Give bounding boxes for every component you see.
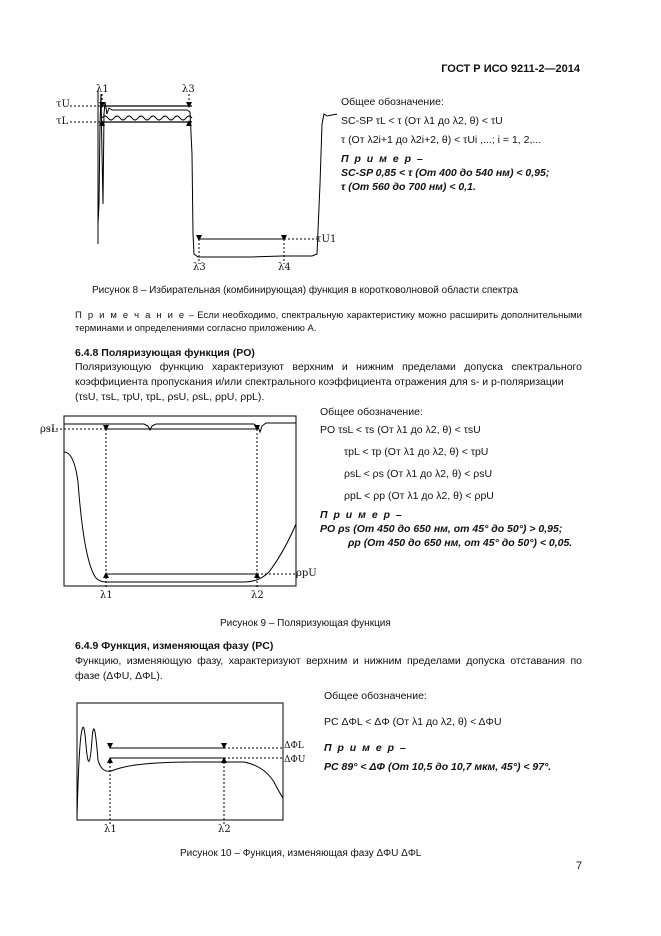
dphi-u-label: ΔΦU: [284, 755, 306, 765]
rho-pu-label: ρpU: [296, 568, 317, 579]
tau-u-label: τU: [56, 99, 70, 110]
example-title: П р и м е р –: [324, 742, 408, 754]
notation-title: Общее обозначение:: [324, 690, 427, 702]
notation-line-2: τpL < τp (От λ1 до λ2, θ) < τpU: [344, 446, 489, 458]
tau-u1-label: τU1: [316, 234, 337, 245]
lambda-4-label: λ4: [278, 262, 291, 273]
lambda-1-label: λ1: [100, 590, 113, 601]
section-6-4-8-symbols: (τsU, τsL, τpU, τpL, ρsU, ρsL, ρpU, ρpL).: [75, 391, 265, 403]
lambda-2-label: λ2: [251, 590, 264, 601]
figure-10-notation: [324, 688, 594, 774]
notation-line-1: PO τsL < τs (От λ1 до λ2, θ) < τsU: [320, 424, 481, 436]
notation-title: Общее обозначение:: [320, 406, 423, 418]
notation-line-3: ρsL < ρs (От λ1 до λ2, θ) < ρsU: [344, 468, 493, 480]
lambda-1-label: λ1: [96, 84, 109, 95]
tau-l-label: τL: [56, 116, 69, 127]
lambda-3-label: λ3: [193, 262, 206, 273]
example-line-2: τ (От 560 до 700 нм) < 0,1.: [341, 181, 476, 193]
section-6-4-8-heading: 6.4.8 Поляризующая функция (PO): [75, 347, 255, 359]
example-line-1: PC 89° < ΔΦ (От 10,5 до 10,7 мкм, 45°) < 97°.: [324, 761, 552, 773]
figure-10-plot: [74, 700, 324, 840]
example-title: П р и м е р –: [341, 153, 425, 165]
figure-8-notation: [341, 93, 591, 194]
notation-title: Общее обозначение:: [341, 96, 444, 108]
note-text: – Если необходимо, спектральную характеристику можно расширить дополнительными терминами и определениями согласно приложению А.: [75, 310, 582, 334]
rho-sl-label: ρsL: [40, 424, 58, 435]
figure-8-plot: [52, 84, 342, 274]
example-title: П р и м е р –: [320, 509, 404, 521]
lambda-2-label: λ3: [182, 84, 195, 95]
notation-line-1: SC-SP τL < τ (От λ1 до λ2, θ) < τU: [341, 115, 503, 127]
page-number: 7: [576, 860, 583, 872]
example-line-1: PO ρs (От 450 до 650 нм, от 45° до 50°) > 0,95;: [320, 523, 563, 535]
example-line-2: ρp (От 450 до 650 нм, от 45° до 50°) < 0,05.: [348, 537, 573, 549]
figure-9-notation: [320, 404, 590, 550]
figure-9-caption: Рисунок 9 – Поляризующая функция: [220, 618, 391, 629]
dphi-l-label: ΔΦL: [284, 741, 304, 751]
note-label: П р и м е ч а н и е: [75, 310, 186, 321]
section-6-4-9-paragraph: Функцию, изменяющую фазу, характеризуют верхним и нижним пределами допуска отставания по фазе (ΔΦU, ΔΦL).: [75, 655, 582, 682]
notation-line-2: τ (От λ2i+1 до λ2i+2, θ) < τUi ,...; i = 1, 2,...: [341, 134, 542, 146]
figure-9-plot: [40, 412, 324, 608]
notation-line-4: ρpL < ρp (От λ1 до λ2, θ) < ρpU: [344, 490, 494, 502]
lambda-1-label: λ1: [104, 824, 117, 835]
section-6-4-8-paragraph: [75, 360, 582, 389]
example-line-1: SC-SP 0,85 < τ (От 400 до 540 нм) < 0,95;: [341, 167, 550, 179]
section-6-4-9-heading: 6.4.9 Функция, изменяющая фазу (PC): [75, 640, 274, 652]
document-header: ГОСТ Р ИСО 9211-2—2014: [441, 63, 580, 75]
notation-line-1: PC ΔΦL < ΔΦ (От λ1 до λ2, θ) < ΔΦU: [324, 716, 502, 728]
paragraph-text: Поляризующую функцию характеризуют верхним и нижним пределами допуска спектрального коэффициента пропускания и/или спектрального коэффициента отражения для s- и p-поляризации: [75, 361, 582, 388]
note: [75, 309, 582, 335]
lambda-2-label: λ2: [218, 824, 231, 835]
figure-8-caption: Рисунок 8 – Избирательная (комбинирующая) функция в коротковолновой области спектра: [92, 285, 519, 296]
figure-10-caption: Рисунок 10 – Функция, изменяющая фазу ΔΦU ΔΦL: [180, 848, 422, 859]
